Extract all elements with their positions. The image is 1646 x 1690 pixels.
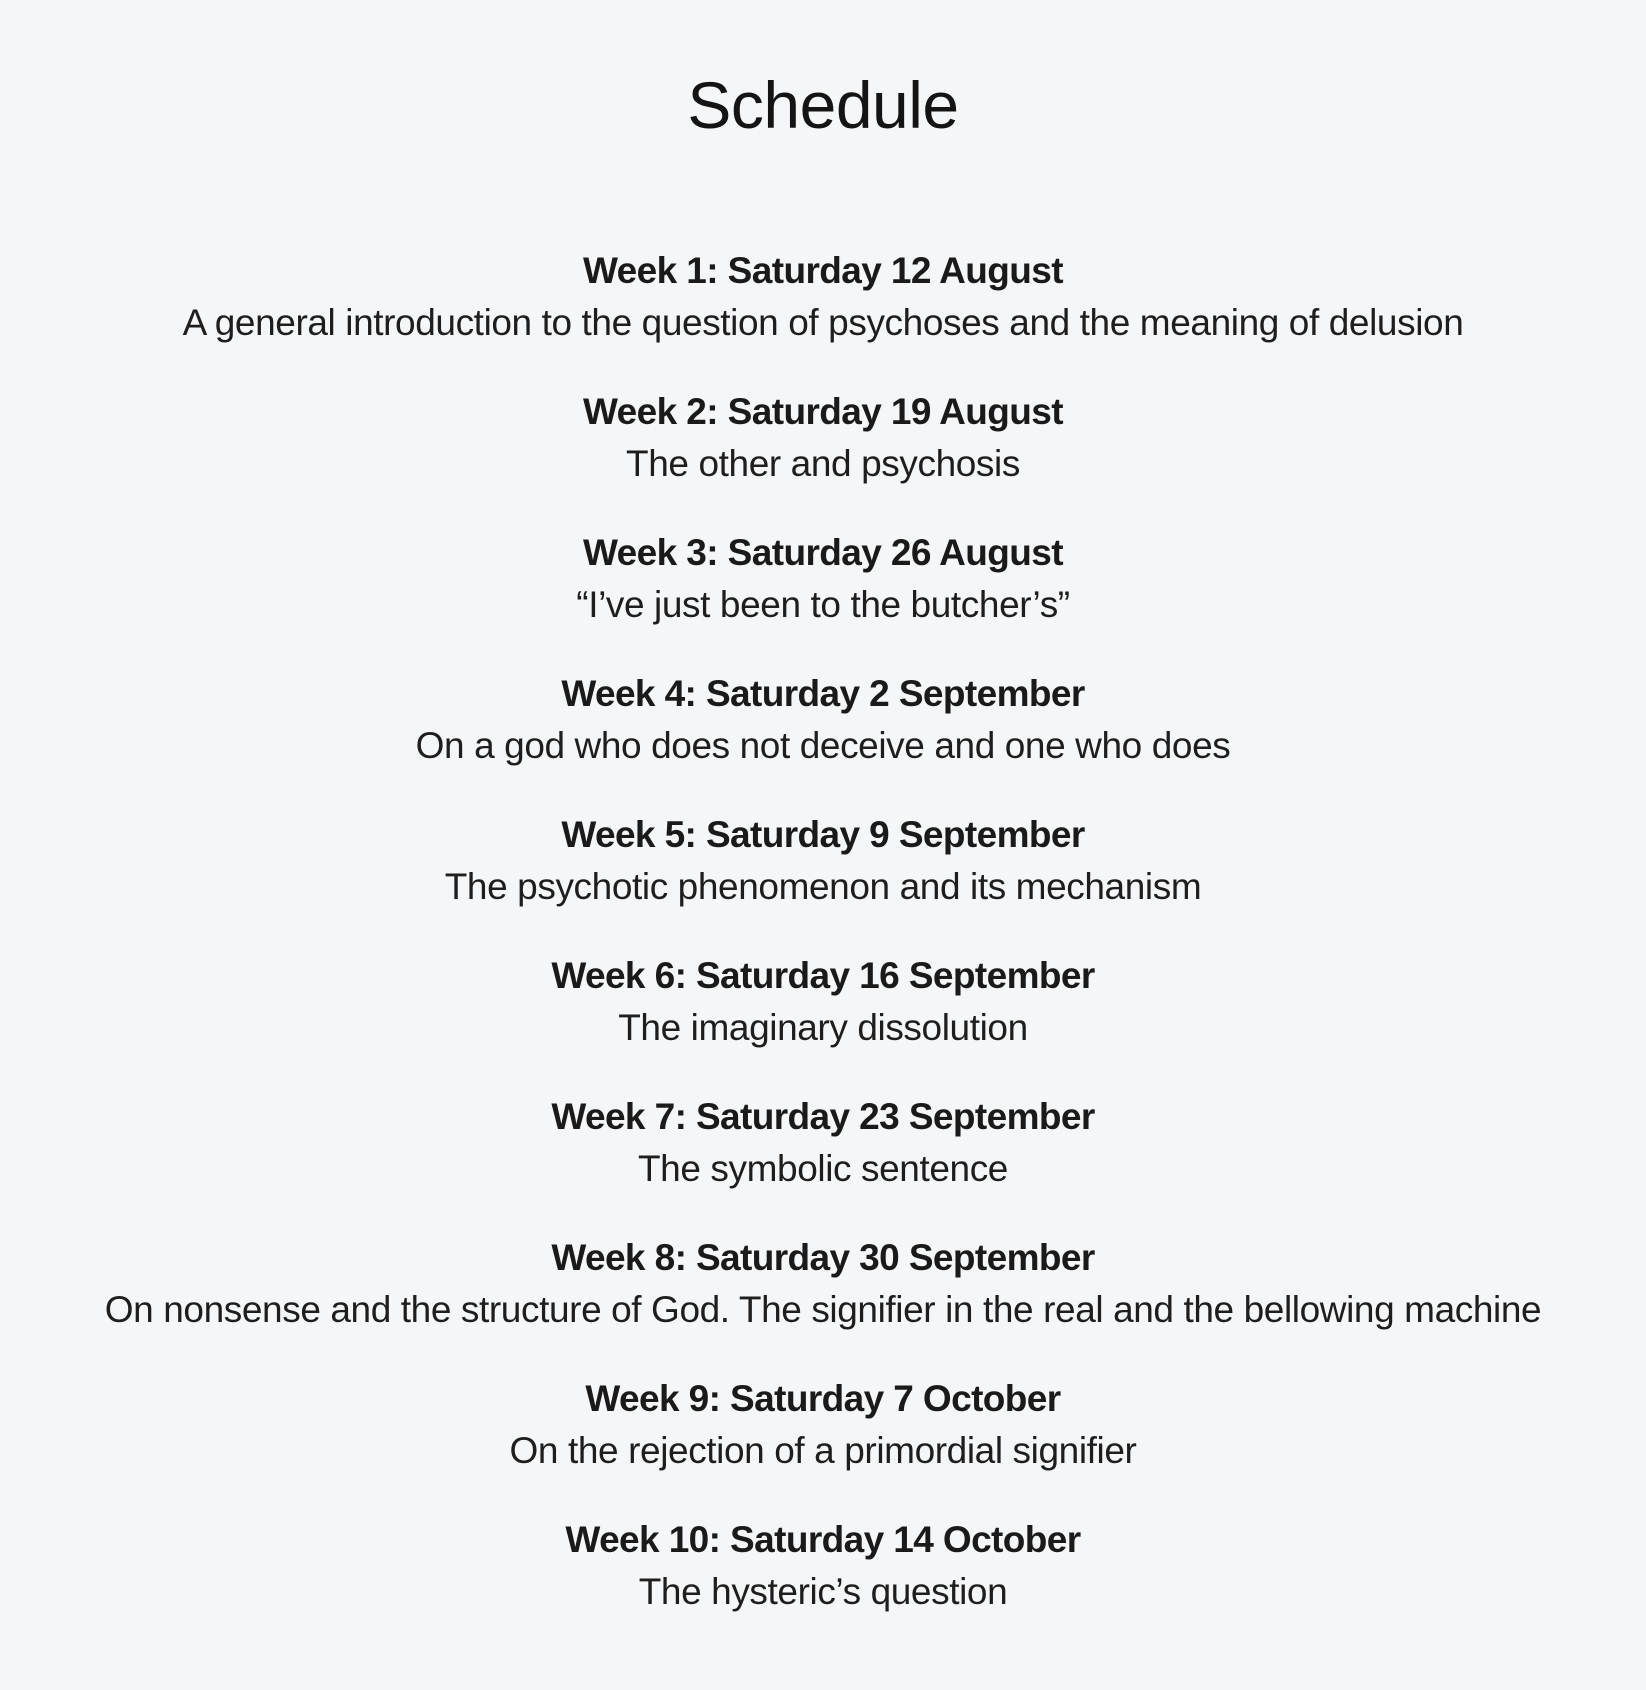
schedule-item-week-2 (0, 386, 1646, 527)
schedule-list (0, 245, 1646, 1655)
week-heading: Week 9: Saturday 7 October (585, 1378, 1061, 1419)
page-title: Schedule (687, 68, 959, 142)
schedule-item-week-4 (0, 668, 1646, 809)
week-topic: “I’ve just been to the butcher’s” (576, 584, 1070, 625)
schedule-item-week-1 (0, 245, 1646, 386)
schedule-item-week-3 (0, 527, 1646, 668)
week-heading: Week 2: Saturday 19 August (583, 391, 1063, 432)
week-topic: A general introduction to the question of psychoses and the meaning of delusion (182, 302, 1464, 343)
week-heading: Week 10: Saturday 14 October (565, 1519, 1081, 1560)
schedule-item-week-5 (0, 809, 1646, 950)
schedule-item-week-10 (0, 1514, 1646, 1655)
schedule-item-week-8 (0, 1232, 1646, 1373)
schedule-item-week-6 (0, 950, 1646, 1091)
schedule-item-week-9 (0, 1373, 1646, 1514)
week-topic: On a god who does not deceive and one who does (415, 725, 1231, 766)
week-topic: The symbolic sentence (637, 1148, 1008, 1189)
week-heading: Week 4: Saturday 2 September (561, 673, 1085, 714)
week-heading: Week 7: Saturday 23 September (551, 1096, 1095, 1137)
week-topic: On the rejection of a primordial signifier (509, 1430, 1137, 1471)
week-topic: The other and psychosis (626, 443, 1020, 484)
week-heading: Week 1: Saturday 12 August (583, 250, 1063, 291)
week-heading: Week 6: Saturday 16 September (551, 955, 1095, 996)
schedule-item-week-7 (0, 1091, 1646, 1232)
week-topic: The imaginary dissolution (618, 1007, 1028, 1048)
week-heading: Week 3: Saturday 26 August (583, 532, 1063, 573)
week-topic: On nonsense and the structure of God. The signifier in the real and the bellowing machine (104, 1289, 1542, 1330)
week-topic: The hysteric’s question (638, 1571, 1008, 1612)
week-heading: Week 5: Saturday 9 September (561, 814, 1085, 855)
week-topic: The psychotic phenomenon and its mechanism (444, 866, 1202, 907)
week-heading: Week 8: Saturday 30 September (551, 1237, 1095, 1278)
